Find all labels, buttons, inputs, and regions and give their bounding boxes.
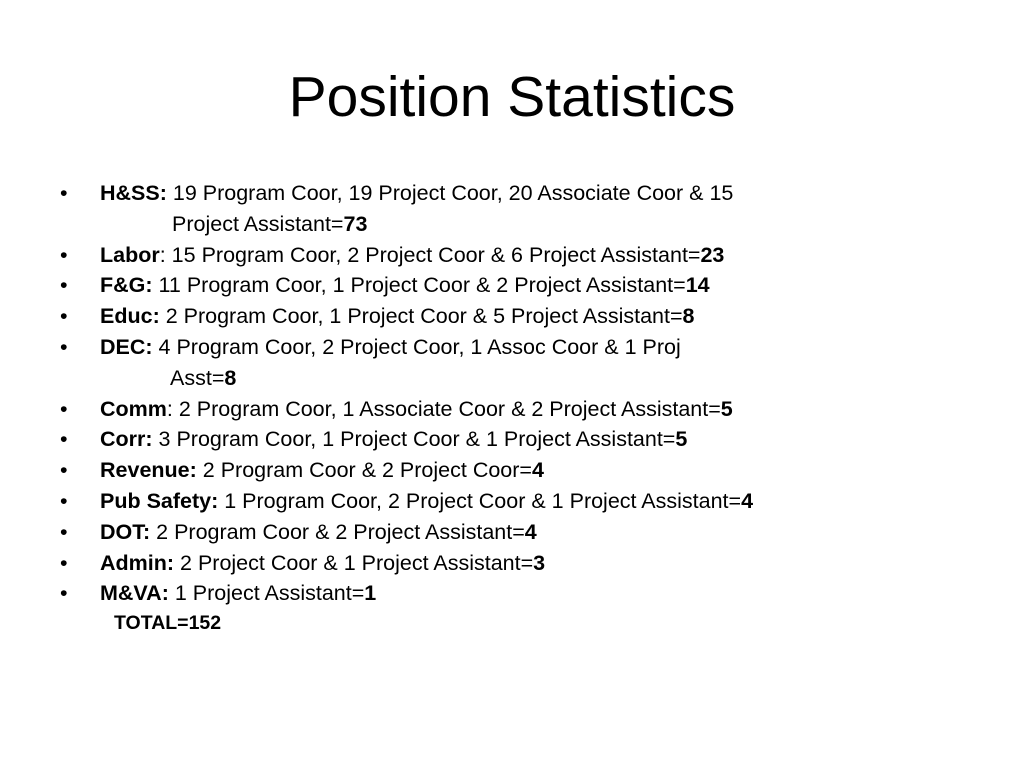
- department-total: 73: [343, 211, 368, 236]
- list-item-corr: [60, 424, 980, 455]
- slide-title: Position Statistics: [288, 65, 736, 129]
- bullet-icon: •: [60, 488, 68, 513]
- position-breakdown: : 15 Program Coor, 2 Project Coor & 6 Project Assistant=: [159, 242, 701, 267]
- position-breakdown: : 2 Program Coor, 1 Associate Coor & 2 Project Assistant=: [166, 396, 721, 421]
- bullet-icon: •: [60, 581, 68, 606]
- bullet-icon: •: [60, 550, 68, 575]
- department-label: Comm: [100, 396, 167, 421]
- department-label: Corr:: [100, 427, 153, 452]
- position-breakdown: 2 Program Coor, 1 Project Coor & 5 Project Assistant=: [159, 304, 683, 329]
- position-breakdown-continued: [100, 363, 980, 394]
- bullet-icon: •: [60, 458, 68, 483]
- department-total: 4: [531, 458, 544, 483]
- department-label: Labor: [100, 242, 160, 267]
- position-breakdown: 1 Program Coor, 2 Project Coor & 1 Project Assistant=: [218, 488, 742, 513]
- department-total: 4: [741, 488, 754, 513]
- department-total: 1: [364, 581, 377, 606]
- list-item-dot: [60, 517, 980, 548]
- list-item-revenue: [60, 455, 980, 486]
- department-label: Pub Safety:: [100, 488, 219, 513]
- bullet-icon: •: [60, 273, 68, 298]
- list-item-mva: [60, 578, 980, 609]
- department-label: H&SS:: [100, 181, 167, 205]
- position-breakdown-continued: [100, 209, 980, 240]
- department-label: M&VA:: [100, 581, 169, 606]
- list-item-fg: [60, 270, 980, 301]
- position-breakdown: 2 Project Coor & 1 Project Assistant=: [174, 550, 534, 575]
- department-label: Revenue:: [100, 458, 197, 483]
- department-total: 23: [700, 242, 725, 267]
- bullet-icon: •: [60, 242, 68, 267]
- position-list: [60, 178, 980, 609]
- position-breakdown: 19 Program Coor, 19 Project Coor, 20 Associate Coor & 15: [166, 181, 734, 205]
- department-label: DEC:: [100, 334, 153, 359]
- department-total: 8: [682, 304, 695, 329]
- bullet-icon: •: [60, 304, 68, 329]
- department-total: 5: [720, 396, 733, 421]
- department-label: Admin:: [100, 550, 175, 575]
- position-breakdown: 2 Program Coor & 2 Project Coor=: [196, 458, 532, 483]
- bullet-icon: •: [60, 519, 68, 544]
- department-total: 8: [224, 365, 237, 390]
- list-item-pub-safety: [60, 486, 980, 517]
- list-item-hss: [60, 178, 980, 240]
- list-item-comm: [60, 394, 980, 425]
- department-total: 4: [524, 519, 537, 544]
- position-breakdown: 4 Program Coor, 2 Project Coor, 1 Assoc Coor & 1 Proj: [152, 334, 681, 359]
- bullet-icon: •: [60, 334, 68, 359]
- department-label: F&G:: [100, 273, 153, 298]
- bullet-icon: •: [60, 396, 68, 421]
- list-item-admin: [60, 548, 980, 579]
- bullet-icon: •: [60, 181, 68, 205]
- position-breakdown: 2 Program Coor & 2 Project Assistant=: [150, 519, 525, 544]
- list-item-labor: [60, 240, 980, 271]
- department-label: DOT:: [100, 519, 151, 544]
- list-item-educ: [60, 301, 980, 332]
- position-breakdown: 3 Program Coor, 1 Project Coor & 1 Project Assistant=: [152, 427, 676, 452]
- list-item-dec: [60, 332, 980, 394]
- department-total: 14: [685, 273, 710, 298]
- position-breakdown: 1 Project Assistant=: [168, 581, 365, 606]
- position-breakdown-tail: Asst=: [170, 365, 225, 390]
- bullet-icon: •: [60, 427, 68, 452]
- position-breakdown-tail: Project Assistant=: [172, 211, 344, 236]
- department-label: Educ:: [100, 304, 160, 329]
- grand-total: TOTAL=152: [114, 612, 222, 634]
- department-total: 3: [533, 550, 546, 575]
- department-total: 5: [675, 427, 688, 452]
- position-breakdown: 11 Program Coor, 1 Project Coor & 2 Project Assistant=: [152, 273, 686, 298]
